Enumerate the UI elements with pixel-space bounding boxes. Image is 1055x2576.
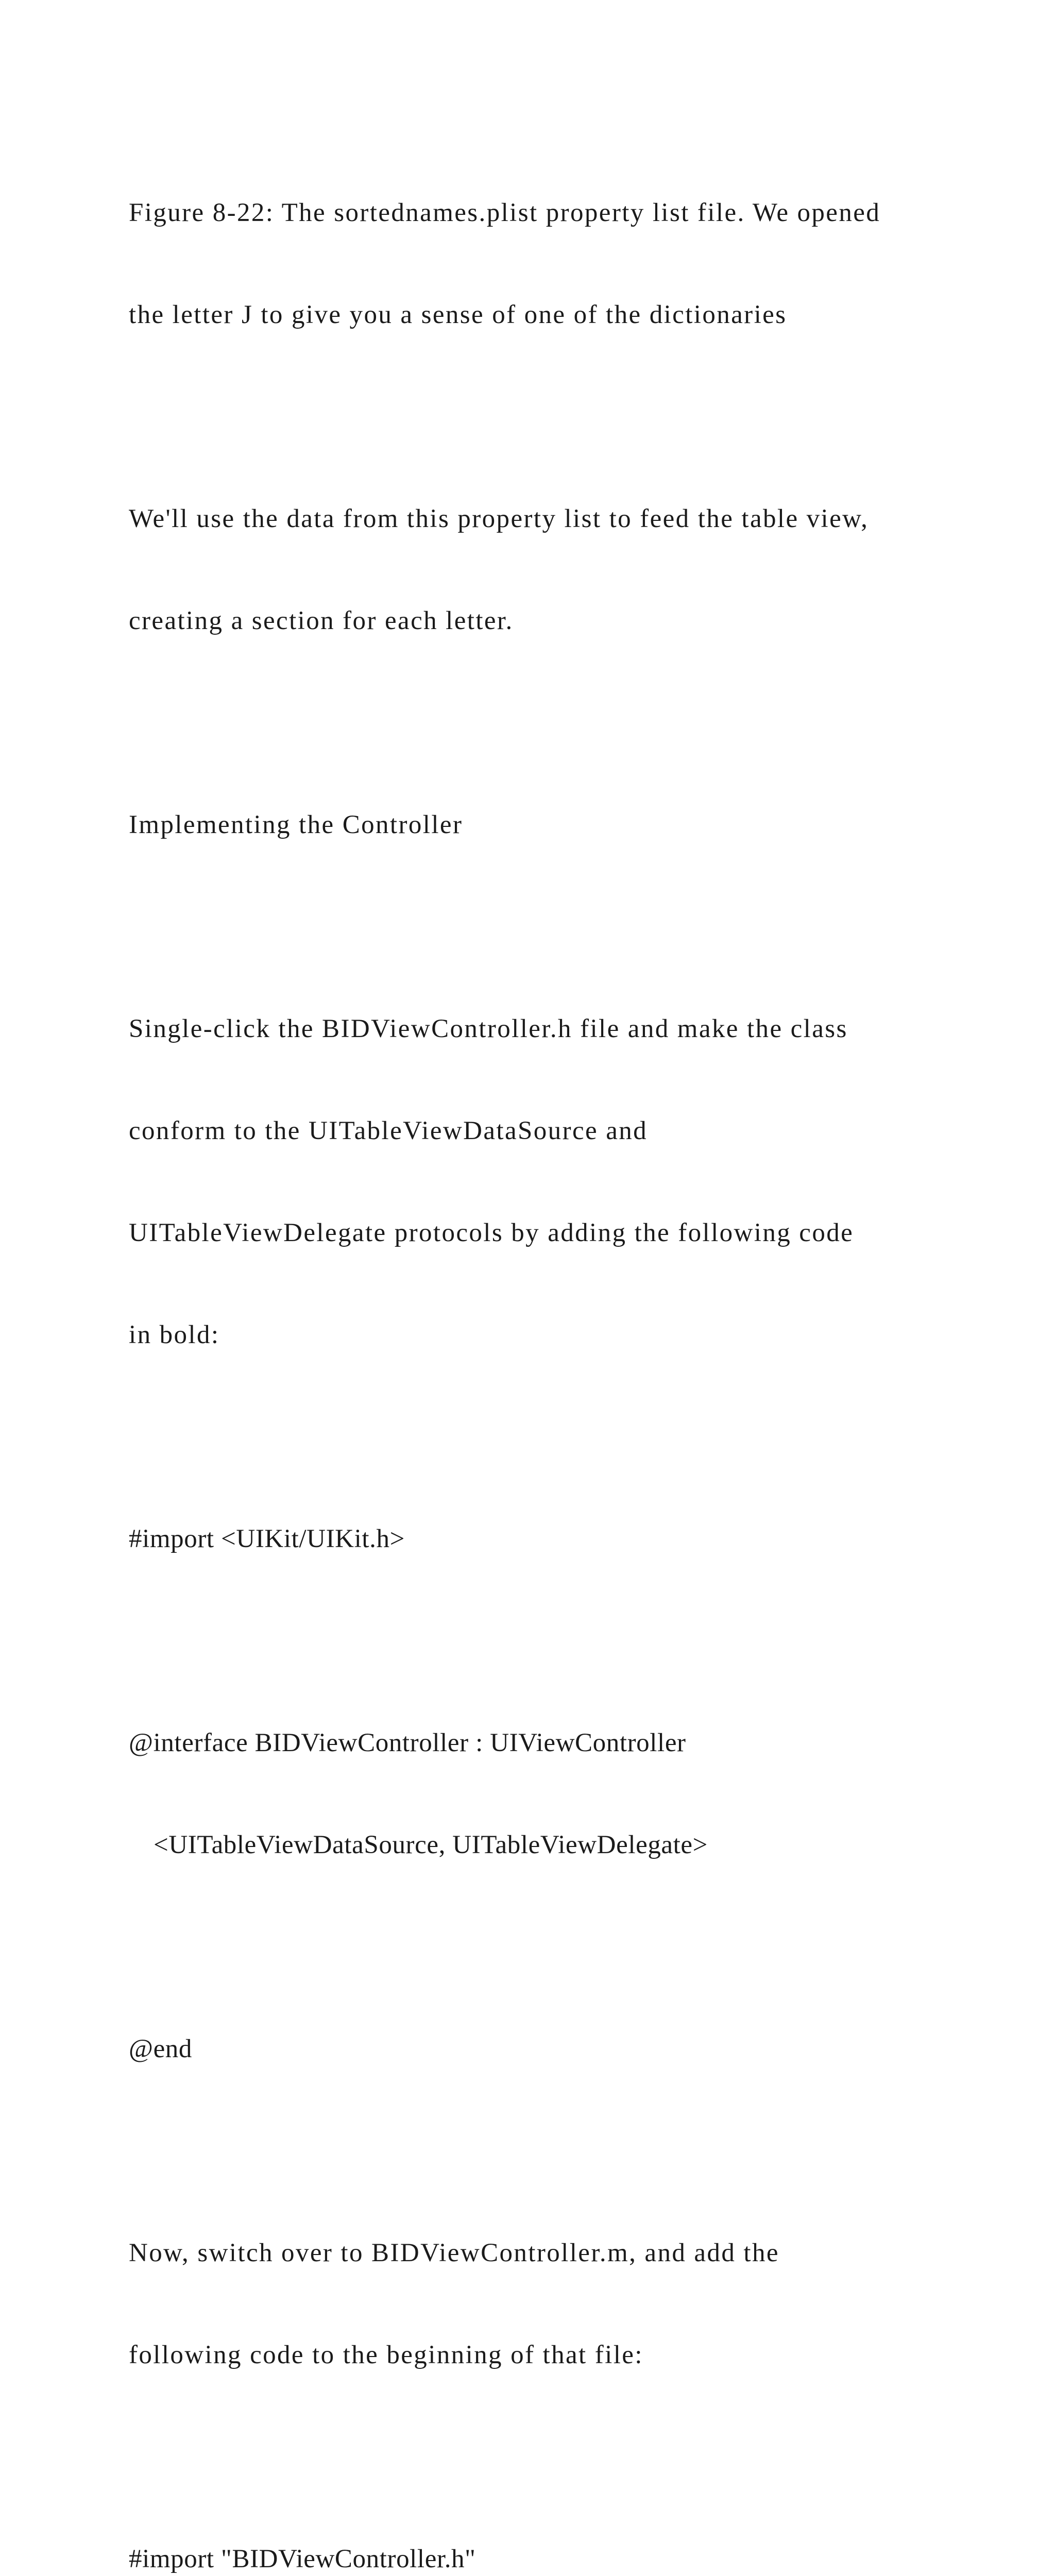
code-import <box>129 1454 974 1624</box>
code-line: #import <UIKit/UIKit.h> <box>129 1524 405 1553</box>
text-column <box>129 128 974 2576</box>
code-line: #import "BIDViewController.h" <box>129 2545 476 2573</box>
code-line: @interface BIDViewController : UIViewController <box>129 1728 686 1757</box>
code-interface-declaration <box>129 1658 974 1930</box>
caption-line: the letter J to give you a sense of one of the dictionaries <box>129 300 787 329</box>
paragraph-line: We'll use the data from this property list to feed the table view, <box>129 504 869 533</box>
section-heading <box>129 740 974 910</box>
instruction-paragraph <box>129 944 974 1420</box>
code-end <box>129 1964 974 2134</box>
instruction-paragraph <box>129 2168 974 2440</box>
paragraph-line: following code to the beginning of that file: <box>129 2341 643 2369</box>
caption-line: Figure 8-22: The sortednames.plist property list file. We opened <box>129 198 881 227</box>
paragraph-line: UITableViewDelegate protocols by adding the following code <box>129 1218 854 1247</box>
paragraph-line: Single-click the BIDViewController.h file and make the class <box>129 1014 848 1043</box>
code-line: @end <box>129 2035 193 2063</box>
paragraph-line: Now, switch over to BIDViewController.m, and add the <box>129 2239 779 2267</box>
paragraph-line: in bold: <box>129 1320 220 1349</box>
intro-paragraph <box>129 434 974 706</box>
figure-caption <box>129 128 974 400</box>
code-line: <UITableViewDataSource, UITableViewDelegate> <box>154 1831 708 1859</box>
code-import <box>129 2474 974 2576</box>
heading-text: Implementing the Controller <box>129 810 463 839</box>
paragraph-line: creating a section for each letter. <box>129 606 514 635</box>
paragraph-line: conform to the UITableViewDataSource and <box>129 1116 648 1145</box>
